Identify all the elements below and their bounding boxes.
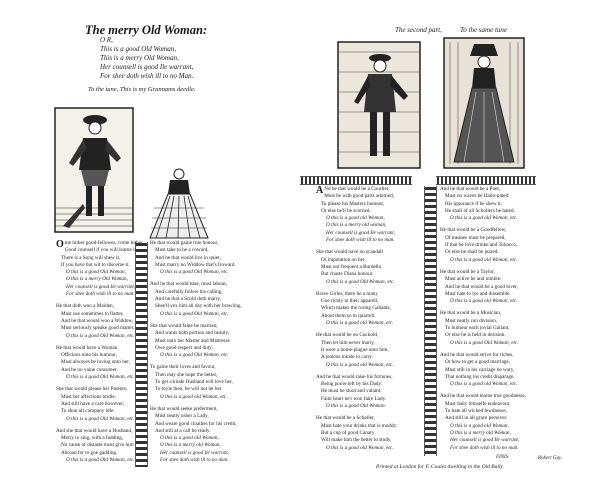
refrain-line: O this is a good old Woman, xyxy=(160,435,219,442)
refrain-line: O this is a merry Old Woman, xyxy=(66,276,128,283)
verse-line: And he that would be a Poet, xyxy=(440,186,501,192)
refrain-line: O this is a good Old Woman, xyxy=(66,269,126,276)
verse-line: Owe good respect and duty. xyxy=(155,344,213,351)
refrain-line: O this is a good old Woman, etc. xyxy=(326,320,394,327)
verse-line: Must neatly run division, xyxy=(445,317,498,324)
ornament-bar-left xyxy=(300,176,412,185)
same-tune-heading: To the same tune xyxy=(460,26,507,34)
verse-line: He that would gaine true honour, xyxy=(150,240,219,246)
refrain-line: O this is a good old Woman, etc. xyxy=(326,361,394,368)
verse-line: Abroad for to goe gadding. xyxy=(61,449,118,456)
verse-line: Must not frequent a Burdello, xyxy=(321,263,383,270)
subtitle-line: For shee doth wish ill to no Man. xyxy=(100,72,194,80)
verse-line: Must use sometimes to flatter, xyxy=(61,310,124,317)
refrain-line: For shee doth wish ill to no man. xyxy=(450,444,519,451)
refrain-line: O this is a merry old Woman, xyxy=(160,442,221,449)
verse-line: It were a home-plague unto him, xyxy=(321,346,389,353)
refrain-line: O this is a good old Woman, etc. xyxy=(160,393,228,400)
verse-line: Or else he'll be scorned. xyxy=(321,207,371,214)
refrain-line: O this is a merry old Woman, xyxy=(450,429,511,436)
stanza xyxy=(316,291,422,327)
refrain-line: For shee doth wish ill to no man. xyxy=(326,237,395,244)
verse-line: Faint heart ne'r won faire Lady. xyxy=(321,395,387,402)
refrain-line: O this is a good old Woman, etc. xyxy=(450,215,518,222)
verse-line: Must hate your drinks that is muddy: xyxy=(321,422,398,429)
verse-line: He that would be a Taylor, xyxy=(440,268,495,275)
refrain-line: Her counsell is good Ile warrant, xyxy=(326,229,396,236)
verse-line: Or how to get a good marriage, xyxy=(445,359,510,366)
verse-line: To get a kinde Husband will love her, xyxy=(155,379,233,386)
column-2 xyxy=(150,240,280,472)
stanza xyxy=(440,186,552,222)
tune-line: To the tune, This is my Grannams deedle. xyxy=(88,86,196,93)
verse-line: And he that would woo a Widdow, xyxy=(61,317,134,324)
verse-line: To gaine their loves and favour, xyxy=(150,364,216,371)
verse-line: Or imputation on her, xyxy=(321,256,366,263)
printer-imprint: Printed at London for F. Coules dwelling in the Old Baily. xyxy=(376,464,504,470)
stanza xyxy=(316,415,422,451)
woodcut-courtier-figure xyxy=(338,42,420,168)
stanza xyxy=(150,364,280,400)
verse-line: And wants both portion and beauty, xyxy=(155,330,230,337)
column-3 xyxy=(316,186,422,454)
stanza xyxy=(56,239,144,298)
verse-line: And he that a Scold doth marry, xyxy=(155,296,222,303)
verse-line: She that would please her Parents, xyxy=(56,386,128,393)
verse-line: She that would faine be married, xyxy=(150,322,218,329)
verse-line: And he that would live in quiet, xyxy=(155,254,221,261)
subtitle-line: Her counsell is good Ile warrant, xyxy=(100,63,194,71)
refrain-line: O this is a good old Woman, etc. xyxy=(450,256,518,263)
verse-line: He that would be a Scholler, xyxy=(316,415,375,422)
verse-line: If you have but wit to discerne it. xyxy=(61,261,130,268)
column-4 xyxy=(440,186,552,454)
stanza xyxy=(316,186,422,244)
verse-line: He must be stout and valiant, xyxy=(321,388,382,395)
stanza xyxy=(150,323,280,359)
author-name: Robert Guy. xyxy=(538,456,563,461)
refrain-line: O this is a merry old woman, xyxy=(326,222,387,229)
verse-line: Must active be and nimble: xyxy=(445,276,502,283)
refrain-line: Her counsell is good Ile warrant, xyxy=(160,449,230,456)
verse-line: And weare good cloathes for his credit, xyxy=(155,420,237,427)
verse-line: And still at a call be ready. xyxy=(155,427,211,434)
woodcut-man-figure xyxy=(55,108,133,232)
stanza xyxy=(56,344,135,381)
verse-line: To shun all company idle. xyxy=(61,408,115,415)
verse-line: But chaste Diana honour. xyxy=(321,271,374,278)
stanza xyxy=(150,406,280,464)
verse-line: He that doth woo a Maiden, xyxy=(56,303,114,310)
verse-line: Must take to be a coward, xyxy=(155,247,209,254)
verse-line: Or else he is held in derision. xyxy=(445,332,506,339)
verse-line: And he that would learne true goodnesse, xyxy=(440,393,527,400)
verse-line: Must daily himselfe endeavour, xyxy=(445,400,511,407)
refrain-line: For shee doth wish ill to no man. xyxy=(66,291,135,298)
refrain-line: O this is a good old Woman, etc. xyxy=(450,298,518,305)
stanza xyxy=(316,249,422,285)
verse-line: He that would have a Woman xyxy=(56,344,118,351)
refrain-line: O this is a good Old Woman, etc. xyxy=(160,352,229,359)
subtitle-line: This is a good Old Woman, xyxy=(100,45,176,53)
ornament-bar-right xyxy=(436,176,536,185)
column-1 xyxy=(56,239,144,472)
verse-line: To hate all wicked lewdnesse, xyxy=(445,408,508,415)
verse-line: And he that would ease, must labour, xyxy=(150,281,228,288)
verse-line: He that would seeke preferment, xyxy=(150,405,218,412)
verse-line: She that would have no scandall xyxy=(316,249,383,256)
stanza xyxy=(440,393,552,451)
stanza xyxy=(316,374,422,410)
refrain-line: For shee doth wish ill to no man. xyxy=(160,457,229,464)
refrain-line: O this is a good Old Woman, etc. xyxy=(66,332,135,339)
verse-line: Officious unto his humour, xyxy=(61,352,117,359)
refrain-line: O this is a good Old Woman, etc. xyxy=(66,415,135,422)
verse-line: Good counsell if you will learne it, xyxy=(64,247,138,254)
refrain-line: Her counsell is good Ile warrant, xyxy=(66,283,136,290)
verse-line: Must be with good parts adorned, xyxy=(324,193,394,200)
verse-line: And still in all grace persever. xyxy=(445,415,508,422)
stanza xyxy=(150,281,280,317)
verse-line: And be no vaine consumer. xyxy=(61,366,118,373)
verse-line: If that he love drinke and Tobacco, xyxy=(445,242,518,249)
verse-line: His ignorance if he shew it, xyxy=(445,200,503,207)
verse-line: And he that would be a good lover, xyxy=(445,283,518,290)
woodcut-lady-figure xyxy=(444,38,524,168)
stanza xyxy=(440,227,552,263)
verse-line: Must alwayes be loving unto her, xyxy=(61,359,130,366)
verse-line: He that would be no Cuckold, xyxy=(316,332,379,339)
refrain-line: O this is a good Old Woman, etc. xyxy=(66,374,135,381)
verse-line: Goe richly in their apparell, xyxy=(321,298,379,305)
verse-line: Then may she hope the better, xyxy=(155,371,218,378)
ballad-subtitle xyxy=(100,36,193,81)
verse-line: To please his Masters humour, xyxy=(321,200,385,207)
verse-line: No cause of distaste must give him xyxy=(61,442,134,449)
subtitle-line: O R, xyxy=(100,36,113,44)
second-part-heading: The second part, xyxy=(395,26,442,34)
verse-line: Nd he that would be a Courtier, xyxy=(324,186,390,192)
stanza xyxy=(150,240,280,276)
verse-line: Merry to sing, with a fadding, xyxy=(61,435,124,442)
refrain-line: O this is a good Old Woman, etc. xyxy=(326,278,395,285)
verse-line: me hither good-fellowes, come hither, xyxy=(64,240,144,246)
verse-line: And she that would have a Husband, xyxy=(56,427,133,434)
verse-line: Brave Girles, there be a many xyxy=(316,290,378,297)
verse-line: Which makes the roring Gallants, xyxy=(321,305,391,312)
verse-line: Must unto her Master and Mistresse xyxy=(155,337,230,344)
drop-capital: A xyxy=(316,185,324,196)
verse-line: About them so to quarrell. xyxy=(321,312,376,319)
verse-line: Must seriously speake good matter. xyxy=(61,325,135,332)
verse-line: Shee'll vex him all day with her brawling. xyxy=(155,303,242,310)
verse-line: To humour each jovial Gallant, xyxy=(445,325,510,332)
refrain-line: O this is a good Old Woman, etc. xyxy=(160,269,229,276)
stanza xyxy=(316,332,422,368)
verse-line: To toyle then, he will not let her. xyxy=(155,386,223,393)
stanza xyxy=(56,386,135,422)
verse-line: Must her affections bridle, xyxy=(61,393,116,400)
verse-line: But a cup of good Canary xyxy=(321,429,375,436)
verse-line: Must no waves be Ifailo-pated: xyxy=(445,193,510,200)
refrain-line: O this is a good Old Woman. xyxy=(326,403,386,410)
verse-line: And carefully follow his calling, xyxy=(155,288,223,295)
refrain-line: O this is a good old Woman, xyxy=(450,422,509,429)
stanza xyxy=(56,303,135,339)
verse-line: He that would be a Musician, xyxy=(440,310,502,317)
subtitle-line: This is a merry Old Woman, xyxy=(100,54,179,62)
verse-line: And he that would raise his fortunes, xyxy=(316,373,393,380)
verse-line: Must marry no Widdow that's froward. xyxy=(155,261,236,268)
refrain-line: O this is a good Old Woman, etc. xyxy=(450,339,519,346)
verse-line: Then let him never marry, xyxy=(321,339,375,346)
verse-line: Will make him the better to study. xyxy=(321,437,392,444)
verse-line: Must hate to lye and dissemble. xyxy=(445,290,511,297)
verse-line: Or else he shall be jeared. xyxy=(445,249,499,256)
refrain-line: O this is a good old Woman, etc. xyxy=(450,381,518,388)
finis-mark: FINIS. xyxy=(496,455,510,460)
stanza xyxy=(440,352,552,388)
verse-line: Must still in his carriage be wary, xyxy=(445,366,515,373)
verse-line: He that would be a Goodfellow, xyxy=(440,227,507,234)
refrain-line: O this is a good old Woman, etc. xyxy=(326,444,394,451)
ballad-title: The merry Old Woman: xyxy=(85,23,208,37)
refrain-line: O this is a good old Woman, xyxy=(326,215,385,222)
refrain-line: Her counsell is good Ile warrant, xyxy=(450,437,520,444)
stanza xyxy=(440,269,552,305)
verse-line: A jealous minde to carry. xyxy=(321,354,373,361)
verse-line: And he that would strive for riches, xyxy=(440,351,514,358)
verse-line: There is a Song will shew it, xyxy=(61,254,121,261)
refrain-line: O this is a good Old Woman, etc. xyxy=(160,310,229,317)
verse-line: Being poore left by his Dady: xyxy=(321,381,383,388)
verse-line: Must neatly usher a Lady, xyxy=(155,413,209,420)
ornament-border-right xyxy=(424,186,437,456)
verse-line: He shall of all Schollers be hated. xyxy=(445,207,515,214)
stanza xyxy=(56,427,135,464)
woodcut-woman-figure xyxy=(140,168,218,240)
stanza xyxy=(440,310,552,346)
verse-line: And still have a care however, xyxy=(61,400,124,407)
verse-line: Of meanes must be prepared, xyxy=(445,234,506,241)
refrain-line: O this is a good Old Woman, etc. xyxy=(66,457,135,464)
verse-line: That nothing his credit disparage. xyxy=(445,373,515,380)
ornament-border-left xyxy=(135,242,148,467)
drop-capital: O xyxy=(56,239,64,250)
